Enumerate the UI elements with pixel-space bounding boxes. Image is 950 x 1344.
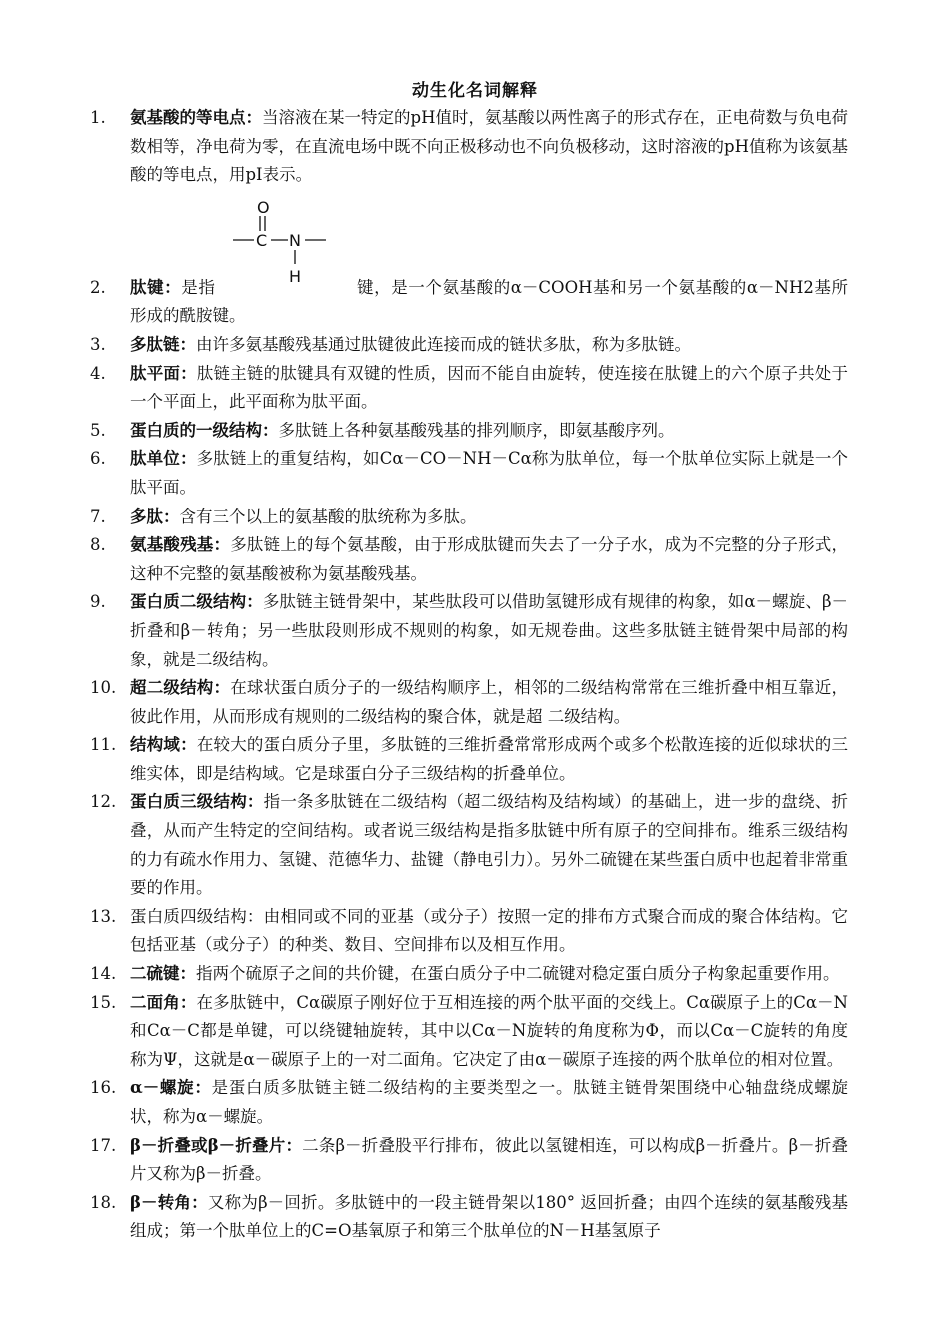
item-number: 11.: [90, 735, 117, 755]
item-number: 16.: [90, 1078, 117, 1098]
item-text: 在多肽链中，Cα碳原子刚好位于互相连接的两个肽平面的交线上。Cα碳原子上的Cα－N和Cα－C都是单键，可以绕键轴旋转，其中以Cα－N旋转的角度称为Φ，而以Cα－C旋转的角度称为Ψ，这就是α－碳原子上的一对二面角。它决定了由α－碳原子连接的两个肽单位的相对位置。: [130, 992, 848, 1069]
item-number: 12.: [90, 792, 117, 812]
item-text: 由相同或不同的亚基（或分子）按照一定的排布方式聚合而成的聚合体结构。它包括亚基（或分子）的种类、数目、空间排布以及相互作用。: [130, 906, 849, 955]
list-item: [0, 417, 950, 446]
list-item: [0, 731, 950, 788]
list-item: [0, 788, 950, 902]
item-number: 13.: [90, 906, 117, 926]
item-number: 10.: [90, 678, 117, 698]
definition-list: [0, 104, 950, 1246]
atom-n: N: [289, 231, 301, 250]
item-term: 氨基酸的等电点：: [130, 108, 263, 127]
list-item: [0, 989, 950, 1075]
list-item: [0, 360, 950, 417]
item-text: 指一条多肽链在二级结构（超二级结构及结构域）的基础上，进一步的盘绕、折叠，从而产生特定的空间结构。或者说三级结构是指多肽链中所有原子的空间排布。维系三级结构的力有疏水作用力、氢键、范德华力、盐键（静电引力）。另外二硫键在某些蛋白质中也起着非常重要的作用。: [130, 792, 849, 898]
item-term: β－转角：: [130, 1192, 208, 1212]
item-term: 肽平面：: [130, 363, 197, 383]
list-item: [0, 104, 950, 190]
list-item: [0, 903, 950, 960]
item-term: 二面角：: [130, 992, 197, 1012]
item-text: 多肽链主链骨架中，某些肽段可以借助氢键形成有规律的构象，如α－螺旋、β－折叠和β－转角；另一些肽段则形成不规则的构象，如无规卷曲。这些多肽链主链骨架中局部的构象，就是二级结构。: [130, 592, 848, 669]
item-number: 18.: [90, 1192, 117, 1212]
item-number: 9.: [90, 592, 106, 612]
list-item: [0, 503, 950, 532]
item-text: 指两个硫原子之间的共价键，在蛋白质分子中二硫键对稳定蛋白质分子构象起重要作用。: [196, 964, 840, 984]
list-item: [0, 960, 950, 989]
item-term: 蛋白质二级结构：: [130, 592, 263, 612]
item-term: α－螺旋：: [130, 1078, 212, 1098]
atom-h: H: [289, 267, 302, 286]
list-item: [0, 445, 950, 502]
item-term: 多肽：: [130, 506, 180, 526]
item-text: 多肽链上的每个氨基酸，由于形成肽键而失去了一分子水，成为不完整的分子形式，这种不完整的氨基酸被称为氨基酸残基。: [130, 535, 849, 583]
list-item: [0, 674, 950, 731]
item-term: 多肽链：: [130, 334, 196, 354]
item-number: 17.: [90, 1135, 117, 1155]
item-text: 在较大的蛋白质分子里，多肽链的三维折叠常常形成两个或多个松散连接的近似球状的三维实体，即是结构域。它是球蛋白分子三级结构的折叠单位。: [130, 735, 849, 783]
item-text: 肽链主链的肽键具有双键的性质，因而不能自由旋转，使连接在肽键上的六个原子共处于一个平面上，此平面称为肽平面。: [130, 363, 849, 412]
item-text: 含有三个以上的氨基酸的肽统称为多肽。: [179, 506, 477, 526]
item-term: 蛋白质的一级结构：: [130, 420, 279, 440]
item-term: 蛋白质三级结构：: [130, 792, 264, 812]
item-term: 蛋白质四级结构：: [130, 906, 264, 926]
item-number: 4.: [90, 363, 106, 383]
item-term: 二硫键：: [130, 964, 196, 984]
item-text-before: 是指: [181, 277, 216, 297]
item-term: 结构域：: [130, 735, 197, 755]
item-number: 1.: [90, 108, 106, 127]
item-term: 氨基酸残基：: [130, 535, 231, 555]
item-text: 当溶液在某一特定的pH值时，氨基酸以两性离子的形式存在，正电荷数与负电荷数相等，净电荷为零，在直流电场中既不向正极移动也不向负极移动，这时溶液的pH值称为该氨基酸的等电点，用pI表示。: [130, 108, 849, 185]
item-term: 肽单位：: [130, 449, 197, 469]
item-text: 二条β－折叠股平行排布，彼此以氢键相连，可以构成β－折叠片。β－折叠片又称为β－折叠。: [130, 1135, 848, 1184]
atom-o: O: [257, 198, 270, 217]
list-item: [0, 588, 950, 674]
item-number: 2.: [90, 277, 106, 297]
item-term: β－折叠或β－折叠片：: [130, 1135, 303, 1155]
item-number: 14.: [90, 964, 117, 984]
item-number: 3.: [90, 334, 106, 354]
item-number: 5.: [90, 420, 106, 440]
item-term: 肽键：: [130, 277, 182, 297]
list-item: [0, 1189, 950, 1246]
item-number: 8.: [90, 535, 106, 555]
item-text: 是蛋白质多肽链主链二级结构的主要类型之一。肽链主链骨架围绕中心轴盘绕成螺旋状，称为α－螺旋。: [130, 1078, 848, 1126]
item-number: 6.: [90, 449, 106, 469]
item-number: 7.: [90, 506, 106, 526]
item-text: 多肽链上的重复结构，如Cα－CO－NH－Cα称为肽单位，每一个肽单位实际上就是一个肽平面。: [130, 449, 849, 497]
item-text: 键，是一个氨基酸的α－COOH基和另一个氨基酸的α－NH2基所形成的酰胺键。: [130, 277, 848, 326]
item-text: 在球状蛋白质分子的一级结构顺序上，相邻的二级结构常常在三维折叠中相互靠近，彼此作用，从而形成有规则的二级结构的聚合体，就是超 二级结构。: [130, 678, 849, 726]
item-text: 多肽链上各种氨基酸残基的排列顺序，即氨基酸序列。: [278, 420, 675, 440]
page-title: 动生化名词解释: [412, 81, 538, 101]
item-text: 又称为β－回折。多肽链中的一段主链骨架以180° 返回折叠；由四个连续的氨基酸残基组成；第一个肽单位上的C=O基氧原子和第三个肽单位的N－H基氢原子: [130, 1192, 848, 1241]
item-text: 由许多氨基酸残基通过肽键彼此连接而成的链状多肽，称为多肽链。: [196, 334, 691, 354]
item-number: 15.: [90, 992, 117, 1012]
list-item: [0, 531, 950, 588]
item-term: 超二级结构：: [130, 678, 231, 698]
atom-c: C: [256, 231, 268, 250]
list-item: [0, 274, 950, 331]
list-item: [0, 1074, 950, 1131]
list-item: [0, 1132, 950, 1189]
list-item: [0, 331, 950, 360]
